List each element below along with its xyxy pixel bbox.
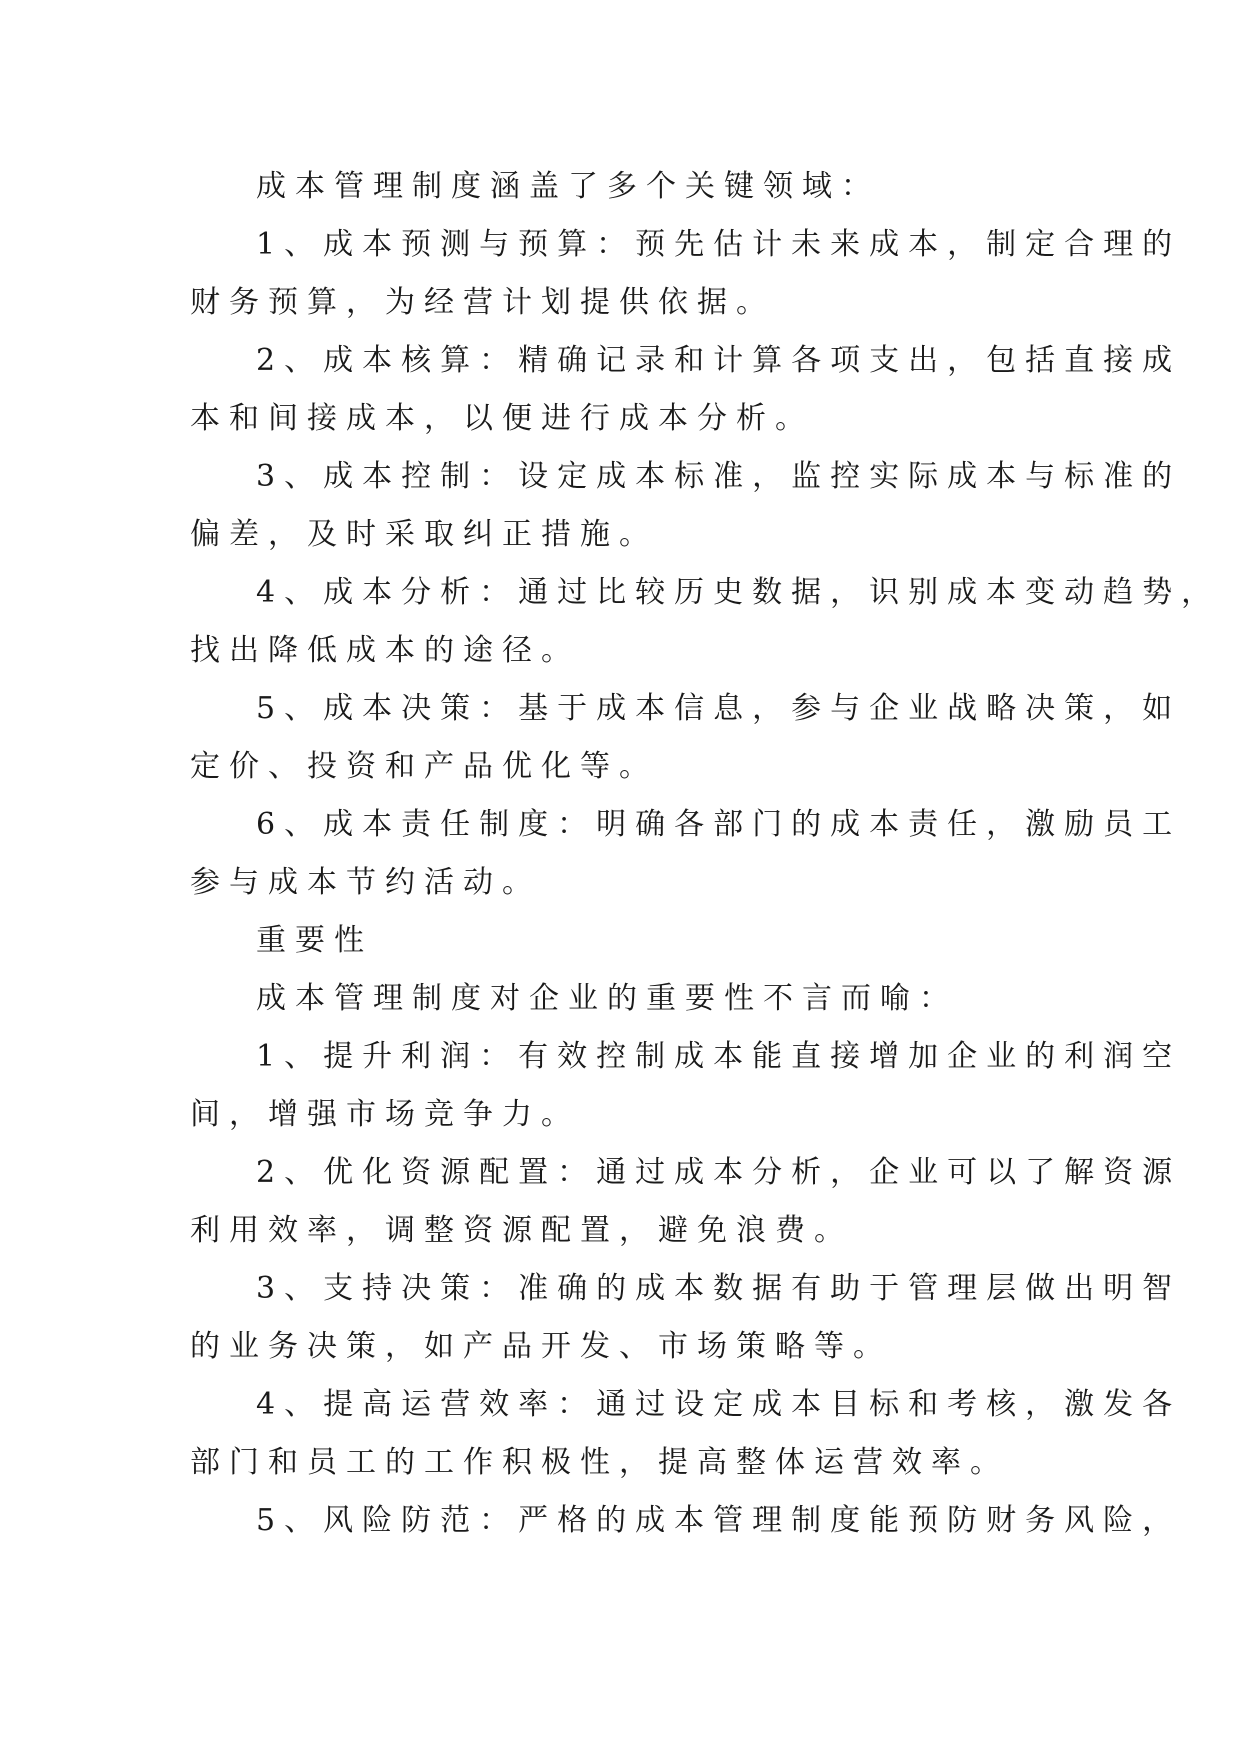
item-cost-control: 3、成本控制：设定成本标准，监控实际成本与标准的 bbox=[256, 459, 1182, 494]
item-support-decisions-cont: 的业务决策，如产品开发、市场策略等。 bbox=[190, 1329, 892, 1364]
item-improve-efficiency: 4、提高运营效率：通过设定成本目标和考核，激发各 bbox=[256, 1387, 1182, 1422]
item-cost-analysis-cont: 找出降低成本的途径。 bbox=[190, 633, 580, 668]
item-risk-prevention: 5、风险防范：严格的成本管理制度能预防财务风险， bbox=[256, 1503, 1182, 1538]
intro-paragraph: 成本管理制度涵盖了多个关键领域： bbox=[256, 169, 880, 204]
item-cost-accounting-cont: 本和间接成本，以便进行成本分析。 bbox=[190, 401, 814, 436]
item-increase-profit-cont: 间，增强市场竞争力。 bbox=[190, 1097, 580, 1132]
item-optimize-resources: 2、优化资源配置：通过成本分析，企业可以了解资源 bbox=[256, 1155, 1182, 1190]
item-cost-responsibility-cont: 参与成本节约活动。 bbox=[190, 865, 541, 900]
item-cost-analysis: 4、成本分析：通过比较历史数据，识别成本变动趋势， bbox=[256, 575, 1221, 610]
item-cost-accounting: 2、成本核算：精确记录和计算各项支出，包括直接成 bbox=[256, 343, 1182, 378]
item-cost-forecast-budget-cont: 财务预算，为经营计划提供依据。 bbox=[190, 285, 775, 320]
item-cost-control-cont: 偏差，及时采取纠正措施。 bbox=[190, 517, 658, 552]
item-cost-responsibility: 6、成本责任制度：明确各部门的成本责任，激励员工 bbox=[256, 807, 1182, 842]
item-optimize-resources-cont: 利用效率，调整资源配置，避免浪费。 bbox=[190, 1213, 853, 1248]
item-support-decisions: 3、支持决策：准确的成本数据有助于管理层做出明智 bbox=[256, 1271, 1182, 1306]
document-body bbox=[190, 158, 1221, 1550]
importance-intro: 成本管理制度对企业的重要性不言而喻： bbox=[256, 981, 958, 1016]
item-cost-decision: 5、成本决策：基于成本信息，参与企业战略决策，如 bbox=[256, 691, 1182, 726]
item-cost-decision-cont: 定价、投资和产品优化等。 bbox=[190, 749, 658, 784]
item-increase-profit: 1、提升利润：有效控制成本能直接增加企业的利润空 bbox=[256, 1039, 1182, 1074]
item-cost-forecast-budget: 1、成本预测与预算：预先估计未来成本，制定合理的 bbox=[256, 227, 1182, 262]
item-improve-efficiency-cont: 部门和员工的工作积极性，提高整体运营效率。 bbox=[190, 1445, 1009, 1480]
section-heading-importance: 重要性 bbox=[256, 923, 373, 958]
